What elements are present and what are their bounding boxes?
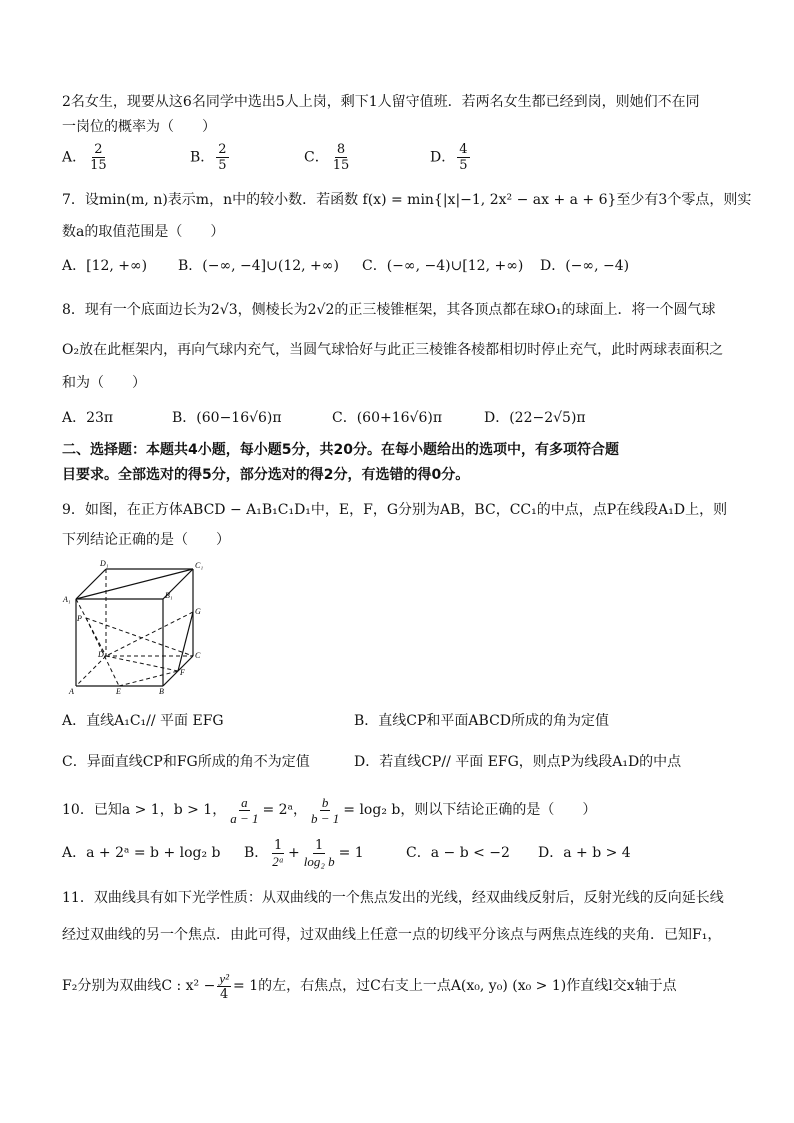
q9-option-c: C．异面直线CP和FG所成的角不为定值 [62,754,310,770]
label-A: A [69,687,74,696]
section-2-heading-line-1: 二、选择题：本题共4小题，每小题5分，共20分。在每小题给出的选项中，有多项符合题 [62,442,619,458]
q6-option-d: D． $\frac{4}{5}$ [430,142,468,173]
label-G: G [195,607,201,616]
q9-option-a: A．直线A₁C₁// 平面 EFG [62,713,224,729]
q9-option-d: D．若直线CP// 平面 EFG，则点P为线段A₁D的中点 [354,754,682,770]
q8-line-1: 8．现有一个底面边长为2√3，侧棱长为2√2的正三棱锥框架，其各顶点都在球O₁的球面上．将一个圆气球 [62,302,716,318]
section-2-heading-line-2: 目要求。全部选对的得5分，部分选对的得2分，有选错的得0分。 [62,467,470,483]
label-C: C [195,651,201,660]
q8-option-d: D．(22−2√5)π [484,410,586,426]
q11-line-1: 11．双曲线具有如下光学性质：从双曲线的一个焦点发出的光线，经双曲线反射后，反射光线的反向延长线 [62,890,724,906]
q10-frac-a: $\frac{a}{a - 1}$ [230,794,259,826]
label-P: P [77,614,82,623]
q10-option-b: B． $\frac{1}{\text{2ᵃ}}$ + $\frac{1}{\text{log₂ b}}$ = 1 [244,837,364,869]
label-D1: D₁ [100,559,109,568]
label-B1: B₁ [165,591,173,600]
q9-option-b: B．直线CP和平面ABCD所成的角为定值 [354,713,610,729]
q10-frac-b: $\frac{b}{b - 1}$ [310,794,340,826]
q8-line-2: O₂放在此框架内，再向气球内充气，当圆气球恰好与此正三棱锥各棱都相切时停止充气，此时两球表面积之 [62,342,724,358]
q9-line-2: 下列结论正确的是（ ） [62,532,230,548]
q6-option-b: B． $\frac{2}{5}$ [190,142,227,173]
q9-line-1: 9．如图，在正方体ABCD − A₁B₁C₁D₁中，E，F，G分别为AB，BC，CC₁的中点，点P在线段A₁D上，则 [62,502,728,518]
q8-option-b: B．(60−16√6)π [172,410,282,426]
q8-option-a: A．23π [62,410,114,426]
q6-option-b-fraction: $\frac{2}{5}$ [218,142,227,173]
q10-option-a: A．a + 2ᵃ = b + log₂ b [62,845,221,861]
q10-stem: 10．已知a > 1，b > 1， $\frac{a}{a - 1}$ = 2ᵃ， $\frac{b}{b - 1}$ = log₂ b，则以下结论正确的是（ ） [62,794,597,826]
q6-option-c-fraction: $\frac{8}{15}$ [332,142,350,173]
label-C1: C₁ [195,561,204,570]
q7-option-b: B．(−∞, −4]∪(12, +∞) [178,258,339,274]
q10-option-b-frac-2: $\frac{1}{\text{log₂ b}}$ [303,837,335,869]
q6-option-c: C． $\frac{8}{15}$ [304,142,350,173]
label-B: B [159,687,164,696]
q11-frac: $\frac{\text{y²}}{4}$ [219,970,230,1002]
q10-option-c: C．a − b < −2 [406,845,510,861]
q6-option-d-fraction: $\frac{4}{5}$ [459,142,468,173]
q7-option-d: D．(−∞, −4) [540,258,630,274]
q10-option-d: D．a + b > 4 [538,845,631,861]
q11-line-3: F₂分别为双曲线C : x² − $\frac{\text{y²}}{4}$ = 1的左，右焦点，过C右支上一点A(x₀, y₀) (x₀ > 1)作直线l交x轴于点 [62,970,677,1002]
q11-line-2: 经过双曲线的另一个焦点．由此可得，过双曲线上任意一点的切线平分该点与两焦点连线的夹角．已知F₁， [62,927,722,943]
label-D: D [98,650,104,659]
q6-option-a: A． $\frac{2}{15}$ [62,142,107,173]
cube-figure [62,558,212,696]
q7-option-a: A．[12, +∞) [62,258,148,274]
q6-line-2: 一岗位的概率为（ ） [62,119,216,135]
q7-line-2: 数a的取值范围是（ ） [62,224,225,240]
q6-option-a-fraction: $\frac{2}{15}$ [90,142,107,173]
label-F: F [180,668,185,677]
q7-line-1: 7．设min(m, n)表示m，n中的较小数．若函数 f(x) = min{|x|−1, 2x² − ax + a + 6}至少有3个零点，则实 [62,192,752,208]
q10-option-b-frac-1: $\frac{1}{\text{2ᵃ}}$ [272,837,284,869]
label-E: E [116,687,121,696]
q8-line-3: 和为（ ） [62,375,146,391]
q8-option-c: C．(60+16√6)π [332,410,443,426]
label-A1: A₁ [63,595,71,604]
q6-line-1: 2名女生，现要从这6名同学中选出5人上岗，剩下1人留守值班．若两名女生都已经到岗，则她们不在同 [62,94,700,110]
q7-option-c: C．(−∞, −4)∪[12, +∞) [362,258,524,274]
